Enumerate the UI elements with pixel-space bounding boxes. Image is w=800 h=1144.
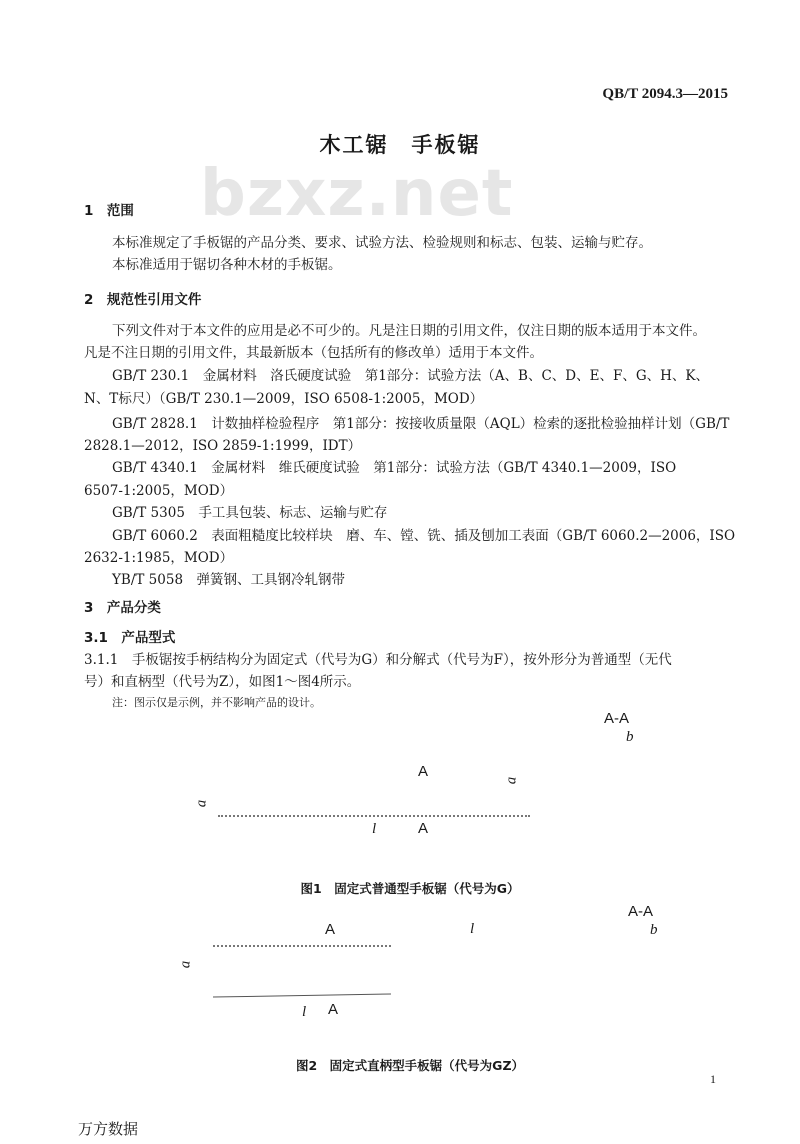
section-3-1-heading: 3.1 产品型式 <box>84 630 176 646</box>
reference-item: GB/T 4340.1 金属材料 维氏硬度试验 第1部分：试验方法（GB/T 4340.1—2009，ISO <box>112 460 677 476</box>
reference-item: GB/T 5305 手工具包装、标志、运输与贮存 <box>112 505 388 521</box>
dimension-a: a <box>503 776 520 785</box>
dimension-l: l <box>470 921 475 937</box>
dimension-a: a <box>193 799 210 808</box>
saw-blade-teeth <box>213 945 391 947</box>
reference-item: YB/T 5058 弹簧钢、工具钢冷轧钢带 <box>112 572 346 588</box>
paragraph-line: 凡是不注日期的引用文件，其最新版本（包括所有的修改单）适用于本文件。 <box>84 345 543 361</box>
page-title: 木工锯 手板锯 <box>319 133 481 157</box>
paragraph-line: 号）和直柄型（代号为Z），如图1～图4所示。 <box>84 674 361 690</box>
saw-blade-outline <box>218 815 530 817</box>
reference-item: GB/T 6060.2 表面粗糙度比较样块 磨、车、镗、铣、插及刨加工表面（GB/T 6060.2—2006，ISO <box>112 528 736 544</box>
note: 注：图示仅是示例，并不影响产品的设计。 <box>112 696 321 709</box>
section-mark: A <box>328 1001 339 1018</box>
reference-item: GB/T 2828.1 计数抽样检验程序 第1部分：按接收质量限（AQL）检索的逐批检验抽样计划（GB/T <box>112 416 730 432</box>
section-2-heading: 2 规范性引用文件 <box>84 292 202 308</box>
page-number: 1 <box>710 1072 716 1086</box>
paragraph-line: 下列文件对于本文件的应用是必不可少的。凡是注日期的引用文件，仅注日期的版本适用于本文件。 <box>112 323 706 339</box>
dimension-a: a <box>177 960 194 969</box>
reference-item: N、T标尺）（GB/T 230.1—2009，ISO 6508-1:2005，MOD） <box>84 391 484 407</box>
dimension-l: l <box>372 821 377 837</box>
dimension-b: b <box>650 922 658 938</box>
paragraph-line: 本标准适用于锯切各种木材的手板锯。 <box>112 257 342 273</box>
reference-item: GB/T 230.1 金属材料 洛氏硬度试验 第1部分：试验方法（A、B、C、D、E、F、G、H、K、 <box>112 368 709 384</box>
saw-blade-back <box>213 993 391 997</box>
figure-caption: 图1 固定式普通型手板锯（代号为G） <box>300 881 520 896</box>
dimension-l: l <box>302 1004 307 1020</box>
figure-caption: 图2 固定式直柄型手板锯（代号为GZ） <box>295 1058 525 1073</box>
section-mark: A <box>418 820 429 837</box>
reference-item: 2828.1—2012，ISO 2859-1:1999，IDT） <box>84 438 362 454</box>
reference-item: 2632-1:1985，MOD） <box>84 550 234 566</box>
reference-item: 6507-1:2005，MOD） <box>84 483 234 499</box>
watermark: bzxz.net <box>200 157 514 231</box>
section-mark: A <box>418 763 429 780</box>
section-3-heading: 3 产品分类 <box>84 600 161 616</box>
paragraph-line: 3.1.1 手板锯按手柄结构分为固定式（代号为G）和分解式（代号为F），按外形分为普通型（无代 <box>84 652 672 668</box>
standard-code: QB/T 2094.3—2015 <box>602 86 728 102</box>
section-label: A-A <box>628 903 654 920</box>
section-mark: A <box>325 921 336 938</box>
dimension-b: b <box>626 729 634 745</box>
paragraph-line: 本标准规定了手板锯的产品分类、要求、试验方法、检验规则和标志、包装、运输与贮存。 <box>112 235 652 251</box>
footer-source: 万方数据 <box>78 1120 139 1138</box>
section-label: A-A <box>604 710 630 727</box>
section-1-heading: 1 范围 <box>84 203 134 219</box>
